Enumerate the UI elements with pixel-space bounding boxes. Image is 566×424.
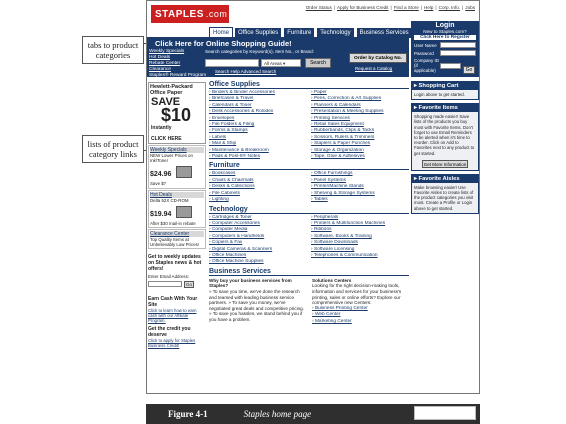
- category-link[interactable]: › Retail Sales Equipment: [311, 122, 409, 128]
- top-link-help[interactable]: Help: [423, 5, 434, 10]
- logo-suffix: .com: [205, 9, 228, 19]
- cdrom-image[interactable]: [176, 206, 192, 218]
- category-link[interactable]: › File Cabinets: [209, 191, 307, 197]
- link-clearance[interactable]: Clearance: [149, 67, 171, 72]
- bs-why-text: » To save you time, we've done the research and teamed with leading business service partners. » To save you money, we've negotiated great deals and competitive pricing. » To save you hassles, we stand behind you if you have a problem.: [209, 288, 304, 322]
- category-link[interactable]: › Staplers & Paper Punches: [311, 141, 409, 147]
- login-panel: [411, 21, 479, 77]
- category-link[interactable]: › Tape, Glue & Adhesives: [311, 154, 409, 160]
- tech-col-2: [311, 215, 409, 266]
- newsletter-signup: [147, 253, 207, 289]
- category-link[interactable]: › Peripherals: [311, 215, 409, 221]
- favorite-aisles-heading[interactable]: [412, 175, 478, 183]
- office-supplies-heading[interactable]: Office Supplies: [209, 81, 409, 89]
- bs-why-block: [209, 278, 306, 325]
- bs-solutions-block: [312, 278, 409, 325]
- search-area-value: All Areas: [264, 61, 282, 66]
- login-password-row: [411, 50, 479, 56]
- fav-aisles-title: Favorite Aisles: [418, 175, 460, 182]
- category-link[interactable]: › Printing Services: [311, 116, 409, 122]
- weekly-specials-link[interactable]: Weekly Specials: [150, 147, 204, 153]
- category-link[interactable]: › Office Machines: [209, 253, 307, 259]
- category-link[interactable]: › Office Furnishings: [311, 171, 409, 177]
- right-column: [411, 81, 479, 217]
- logo-text: STAPLES: [155, 8, 204, 20]
- category-link[interactable]: › File Folders & Filing: [209, 122, 307, 128]
- company-id-field[interactable]: [440, 63, 461, 69]
- caption-box: [414, 406, 476, 420]
- promo-instantly: Instantly: [151, 125, 172, 131]
- newsletter-label: Enter Email Address:: [148, 274, 189, 280]
- top-link-order-status[interactable]: Order Status: [305, 5, 332, 10]
- left-column: [147, 81, 207, 393]
- promo-click-here[interactable]: CLICK HERE: [151, 136, 182, 142]
- category-link[interactable]: › Lighting: [209, 197, 307, 203]
- category-link[interactable]: › Mail & Ship: [209, 141, 307, 147]
- office-col-1: [209, 90, 307, 160]
- category-link[interactable]: › Ribbons: [311, 227, 409, 233]
- hot-deals-box: [148, 190, 206, 228]
- favorite-aisles-box: [411, 174, 479, 214]
- technology-heading[interactable]: Technology: [209, 206, 409, 214]
- promo-save: SAVE: [151, 96, 181, 108]
- favorite-items-heading[interactable]: [412, 104, 478, 112]
- category-link[interactable]: › Paper: [311, 90, 409, 96]
- affiliate-link[interactable]: Click to learn how to earn cash with our Affiliate Program.: [148, 308, 197, 324]
- newsletter-row: [148, 281, 206, 288]
- user-label: User Name: [414, 42, 437, 48]
- link-reward-program[interactable]: Staples® Reward Program: [149, 73, 207, 78]
- login-title: Login: [435, 22, 455, 29]
- category-link[interactable]: › Software, Books & Training: [311, 234, 409, 240]
- staples-logo[interactable]: [151, 5, 229, 23]
- shopping-cart-heading[interactable]: [412, 82, 478, 90]
- category-link[interactable]: › Pens, Correction & Art Supplies: [311, 96, 409, 102]
- shopping-cart-box: [411, 81, 479, 100]
- tab-furniture[interactable]: Furniture: [283, 27, 315, 38]
- office-col-2: [311, 90, 409, 160]
- category-link[interactable]: › Maintenance & Breakroom: [209, 148, 307, 154]
- hot-deals-save: After $30 mail-in rebate: [150, 220, 196, 226]
- solutions-link[interactable]: › Business Printing Center: [312, 306, 409, 312]
- category-link[interactable]: › Chairs & Chairmats: [209, 178, 307, 184]
- fav-aisles-text: Make browsing easier! Use Favorite Aisles to create lists of the product categories you visit most. Create a Profile or Login above to get started.: [414, 184, 474, 211]
- register-link[interactable]: Click Here to Register: [414, 35, 476, 40]
- technology-links: [209, 215, 409, 266]
- login-go-button[interactable]: Go: [463, 66, 475, 74]
- category-link[interactable]: › Briefcases & Travel: [209, 96, 307, 102]
- bs-solutions-heading: Solutions Centers: [312, 277, 352, 283]
- top-link-business-credit[interactable]: Apply for Business Credit: [336, 5, 389, 10]
- login-new-text: New to Staples.com?: [423, 29, 467, 34]
- tab-home[interactable]: Home: [209, 27, 233, 38]
- top-link-jobs[interactable]: Jobs: [465, 5, 475, 10]
- solutions-link[interactable]: › Marketing Center: [312, 319, 409, 325]
- furniture-col-2: [311, 171, 409, 203]
- newsletter-go-button[interactable]: Go: [185, 282, 192, 288]
- category-link[interactable]: › Labels: [209, 135, 307, 141]
- category-link[interactable]: › Office Machine Supplies: [209, 259, 307, 265]
- tab-business-services[interactable]: Business Services: [356, 27, 413, 38]
- category-link[interactable]: › Digital Cameras & Scanners: [209, 247, 307, 253]
- category-link[interactable]: › Tables: [311, 197, 409, 203]
- password-field[interactable]: [440, 50, 476, 56]
- search-hint: Search categories by Keyword(s), Item No., or Brand:: [205, 49, 315, 54]
- category-link[interactable]: › Computers & Handhelds: [209, 234, 307, 240]
- top-link-find-store[interactable]: Find a Store: [393, 5, 419, 10]
- category-link[interactable]: › Pads & Post-It® Notes: [209, 154, 307, 160]
- annotation-links-text: lists of product category links: [87, 139, 139, 159]
- email-field[interactable]: [148, 281, 182, 287]
- top-link-corp-info[interactable]: Corp. Info.: [438, 5, 461, 10]
- category-link[interactable]: › Forms & Stamps: [209, 128, 307, 134]
- shopping-guide-link[interactable]: Click Here for Online Shopping Guide!: [155, 39, 292, 48]
- cart-icon: ▸: [414, 83, 419, 89]
- furniture-heading[interactable]: Furniture: [209, 162, 409, 170]
- link-rebate-center[interactable]: Rebate Center: [149, 61, 181, 66]
- category-link[interactable]: › Software Licensing: [311, 247, 409, 253]
- browser-page: [146, 0, 480, 394]
- cart-title: Shopping Cart: [418, 83, 459, 89]
- link-hot-deals[interactable]: Hot Deals: [149, 55, 171, 60]
- category-link[interactable]: › Cartridges & Toner: [209, 215, 307, 221]
- category-link[interactable]: › Planners & Calendars: [311, 103, 409, 109]
- furniture-col-1: [209, 171, 307, 203]
- newsletter-title: Get to weekly updates on Staples news & hot offers!: [148, 254, 202, 273]
- business-services-body: [209, 278, 409, 325]
- category-link[interactable]: › Calendars & Toner: [209, 103, 307, 109]
- bs-solutions-text: Looking for the right decision-making tools, information and services for your business's printing, sales or online efforts? Explore our comprehensive new Centers:: [312, 283, 402, 306]
- get-more-info-button[interactable]: Get More Information: [423, 161, 467, 167]
- search-help-links[interactable]: Search Help Advanced Search: [215, 69, 277, 74]
- category-link[interactable]: › Rubberbands, Clips & Tacks: [311, 128, 409, 134]
- order-by-catalog-button[interactable]: Order by Catalog No.: [349, 53, 407, 63]
- category-link[interactable]: › Software Downloads: [311, 240, 409, 246]
- search-area-select[interactable]: All Areas ▾: [261, 59, 301, 67]
- category-link[interactable]: › Storage & Organization: [311, 148, 409, 154]
- credit-title: Get the credit you deserve: [148, 326, 191, 339]
- affiliate-title: Earn Cash With Your Site: [148, 296, 198, 309]
- weekly-specials-text: NEW Lower Prices on Ink/Toner: [150, 153, 193, 164]
- category-link[interactable]: › Shelving & Storage Systems: [311, 191, 409, 197]
- weekly-specials-box: [148, 145, 206, 189]
- clearance-text: Top Quality Items at Unbelievably Low Prices!: [150, 237, 200, 248]
- category-link[interactable]: › Desks & Collections: [209, 184, 307, 190]
- tech-col-1: [209, 215, 307, 266]
- guide-banner: [147, 37, 409, 77]
- category-links: [209, 81, 409, 325]
- tab-technology[interactable]: Technology: [316, 27, 354, 38]
- promo-brand: Hewlett-Packard Office Paper: [150, 84, 193, 96]
- credit-link[interactable]: Click to apply for Staples Business Credit!: [148, 338, 196, 349]
- figure-caption: [146, 404, 480, 424]
- fav-items-icon: ▸: [414, 105, 419, 112]
- request-catalog-link[interactable]: Request a Catalog: [355, 66, 393, 71]
- guide-left-links: [149, 49, 206, 79]
- hot-deals-link[interactable]: Hot Deals: [150, 192, 204, 198]
- category-link[interactable]: › Printer/Machine Stands: [311, 184, 409, 190]
- solutions-link[interactable]: › Web Center: [312, 312, 409, 318]
- category-link[interactable]: › Bookcases: [209, 171, 307, 177]
- category-link[interactable]: › Scissors, Rulers & Trimmers: [311, 135, 409, 141]
- search-input[interactable]: [205, 59, 259, 67]
- password-label: Password: [414, 50, 434, 56]
- office-supplies-links: [209, 90, 409, 160]
- affiliate-box: [147, 295, 207, 349]
- ink-cartridge-image[interactable]: [176, 166, 192, 178]
- category-link[interactable]: › Presentation & Meeting Supplies: [311, 109, 409, 115]
- promo-hp-paper[interactable]: [148, 82, 206, 144]
- figure-label: Figure 4-1: [168, 409, 208, 419]
- category-link[interactable]: › Computer Accessories: [209, 221, 307, 227]
- category-link[interactable]: › Telephones & Communication: [311, 253, 409, 259]
- hot-deals-price: $19.94: [150, 210, 172, 218]
- annotation-tabs-text: tabs to product categories: [87, 40, 139, 60]
- business-services-heading[interactable]: Business Services: [209, 268, 409, 276]
- fav-items-title: Favorite Items: [418, 105, 458, 112]
- cart-text: Login above to get started.: [414, 92, 465, 97]
- promo-amount: $10: [161, 105, 192, 125]
- search-button[interactable]: Search: [305, 58, 331, 68]
- category-link[interactable]: › Desk Accessories & Rolodex: [209, 109, 307, 115]
- category-link[interactable]: › Computer Media: [209, 227, 307, 233]
- weekly-price: $24.96: [150, 171, 172, 179]
- hot-deals-text: Delta 52X CD-ROM: [150, 197, 189, 203]
- annotation-tabs: [82, 36, 144, 64]
- figure-title: Staples home page: [243, 409, 312, 419]
- category-link[interactable]: › Panel Systems: [311, 178, 409, 184]
- furniture-links: [209, 171, 409, 203]
- user-name-field[interactable]: [440, 42, 476, 48]
- annotation-links: [82, 135, 144, 163]
- favorite-items-box: [411, 103, 479, 171]
- category-link[interactable]: › Printers & Multifunction Machines: [311, 221, 409, 227]
- link-weekly-specials[interactable]: Weekly Specials: [149, 49, 185, 54]
- fav-aisles-icon: ▸: [414, 175, 419, 182]
- clearance-box: [148, 229, 206, 249]
- weekly-save: Save $7: [150, 181, 167, 187]
- fav-items-text: Shopping made easier! Save lists of the products you buy most with Favorite Items. Don't forget to use Email Reminders to be alerted when it's time to reorder. Click on Add to Favorites next to any product to get started.: [414, 114, 475, 156]
- company-label: Company ID (if applicable): [414, 58, 440, 73]
- category-link[interactable]: › Copiers & Fax: [209, 240, 307, 246]
- bs-why-heading: Why buy your business services from Staples?: [209, 277, 292, 289]
- category-link[interactable]: › Binders & Binder Accessories: [209, 90, 307, 96]
- category-link[interactable]: › Envelopes: [209, 116, 307, 122]
- login-user-row: [411, 42, 479, 48]
- top-links: Order Status | Apply for Business Credit | Find a Store | Help | Corp. Info. | Jobs: [305, 5, 475, 10]
- clearance-center-link[interactable]: Clearance Center: [150, 231, 204, 237]
- tab-office-supplies[interactable]: Office Supplies: [234, 27, 282, 38]
